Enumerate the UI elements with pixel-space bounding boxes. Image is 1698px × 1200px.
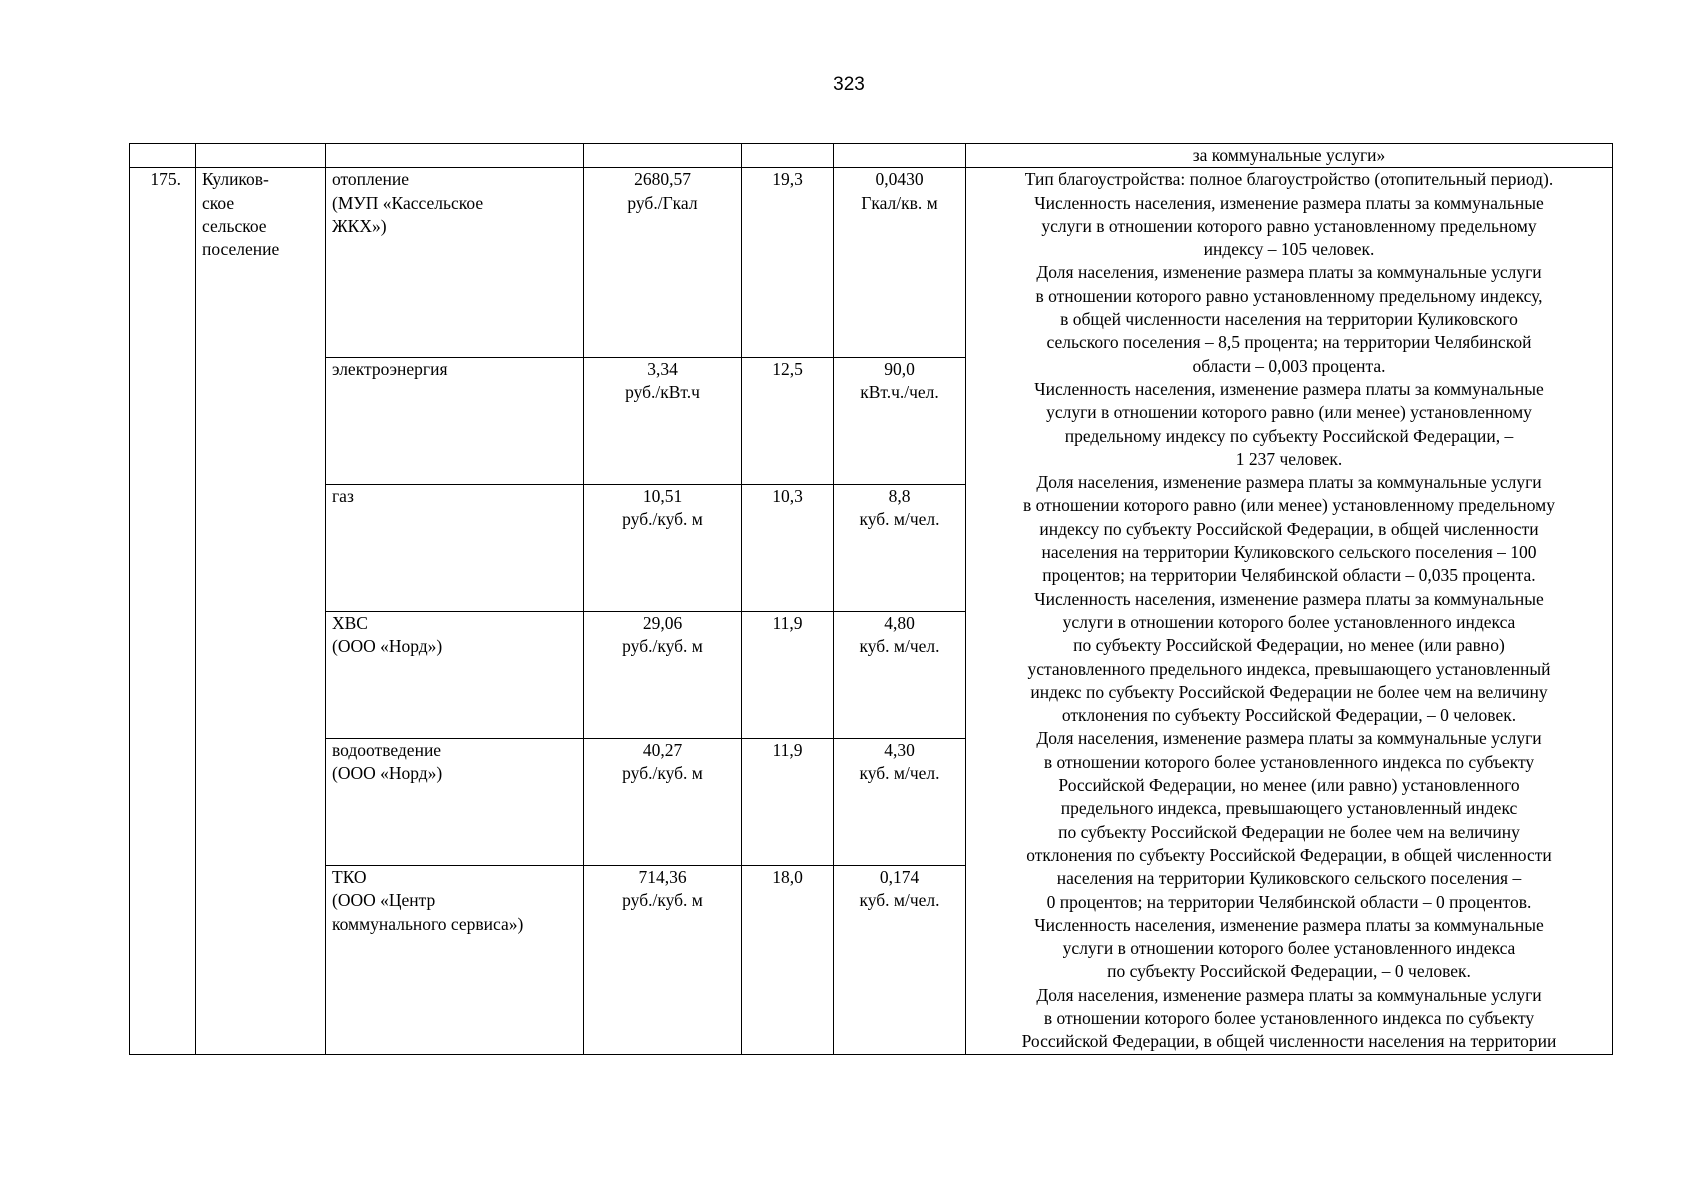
share-value: 19,3 (742, 168, 834, 357)
note-line: Тип благоустройства: полное благоустройство (отопительный период). (1024, 169, 1554, 190)
service-name: ТКО (ООО «Центр коммунального сервиса») (326, 866, 584, 1054)
note-line: предельному индексу по субъекту Российской Федерации, – (1064, 425, 1514, 446)
norm-value: 0,0430 Гкал/кв. м (834, 168, 966, 357)
note-line: отклонения по субъекту Российской Федерации, – 0 человек. (1061, 705, 1517, 726)
service-name: водоотведение (ООО «Норд») (326, 738, 584, 865)
tariff-value: 3,34 руб./кВт.ч (584, 357, 742, 484)
note-line: индекс по субъекту Российской Федерации не более чем на величину (1030, 681, 1548, 702)
service-name: газ (326, 484, 584, 611)
note-line: населения на территории Куликовского сельского поселения – 100 (1041, 542, 1537, 563)
cell-empty (130, 144, 196, 168)
note-line: Численность населения, изменение размера платы за коммунальные (1034, 914, 1544, 935)
cell-empty (742, 1054, 834, 1055)
note-line: по субъекту Российской Федерации, – 0 человек. (1107, 961, 1471, 982)
cell-empty (834, 144, 966, 168)
note-line: в отношении которого более установленного индекса по субъекту (1043, 751, 1535, 772)
tariff-value: 10,51 руб./куб. м (584, 484, 742, 611)
share-value: 11,9 (742, 738, 834, 865)
norm-value: 0,174 куб. м/чел. (834, 866, 966, 1054)
note-line: предельного индекса, превышающего установленный индекс (1060, 798, 1518, 819)
share-value: 10,3 (742, 484, 834, 611)
continuation-row (130, 144, 1613, 168)
cell-empty (326, 144, 584, 168)
note-line: Доля населения, изменение размера платы за коммунальные услуги (1036, 728, 1542, 749)
cell-empty (196, 144, 326, 168)
continuation-text: за коммунальные услуги» (966, 144, 1613, 168)
note-line: Доля населения, изменение размера платы за коммунальные услуги (1036, 472, 1542, 493)
note-line: Доля населения, изменение размера платы за коммунальные услуги (1036, 984, 1542, 1005)
note-line: индексу по субъекту Российской Федерации, в общей численности (1039, 518, 1539, 539)
cell-empty (834, 1054, 966, 1055)
row-number: 175. (130, 168, 196, 1054)
tariff-value: 2680,57 руб./Гкал (584, 168, 742, 357)
note-line: по субъекту Российской Федерации не более чем на величину (1058, 821, 1520, 842)
note-line: отклонения по субъекту Российской Федерации, в общей численности (1026, 844, 1552, 865)
note-line: области – 0,003 процента. (1192, 355, 1386, 376)
note-line: сельского поселения – 8,5 процента; на территории Челябинской (1046, 332, 1532, 353)
note-line: услуги в отношении которого равно установленному предельному (1041, 215, 1537, 236)
tariff-value: 714,36 руб./куб. м (584, 866, 742, 1054)
note-line: в отношении которого равно установленному предельному индексу, (1035, 285, 1543, 306)
note-line: Российской Федерации, но менее (или равно) установленного (1058, 775, 1520, 796)
note-line: услуги в отношении которого равно (или менее) установленному (1046, 402, 1532, 423)
note-line: в общей численности населения на территории Куликовского (1060, 309, 1518, 330)
note-line: 0 процентов; на территории Челябинской области – 0 процентов. (1046, 891, 1532, 912)
note-line: в отношении которого равно (или менее) установленному предельному (1023, 495, 1555, 516)
service-name: электроэнергия (326, 357, 584, 484)
note-line: Численность населения, изменение размера платы за коммунальные (1034, 378, 1544, 399)
tariff-table (129, 143, 1613, 1055)
page-number: 323 (833, 74, 865, 95)
norm-value: 90,0 кВт.ч./чел. (834, 357, 966, 484)
note-line: Численность населения, изменение размера платы за коммунальные (1034, 588, 1544, 609)
note-line: установленного предельного индекса, превышающего установленный (1027, 658, 1551, 679)
share-value: 18,0 (742, 866, 834, 1054)
cell-empty (742, 144, 834, 168)
note-line: услуги в отношении которого более установленного индекса (1062, 938, 1516, 959)
note-line: в отношении которого более установленного индекса по субъекту (1043, 1007, 1535, 1028)
tariff-value: 29,06 руб./куб. м (584, 611, 742, 738)
service-name: отопление (МУП «Кассельское ЖКХ») (326, 168, 584, 357)
cell-empty (584, 1054, 742, 1055)
share-value: 12,5 (742, 357, 834, 484)
norm-value: 8,8 куб. м/чел. (834, 484, 966, 611)
norm-value: 4,30 куб. м/чел. (834, 738, 966, 865)
tariff-value: 40,27 руб./куб. м (584, 738, 742, 865)
share-value: 11,9 (742, 611, 834, 738)
cell-empty (326, 1054, 584, 1055)
note-line: процентов; на территории Челябинской области – 0,035 процента. (1042, 565, 1536, 586)
note-line: населения на территории Куликовского сельского поселения – (1056, 868, 1522, 889)
service-name: ХВС (ООО «Норд») (326, 611, 584, 738)
municipality-name: Куликов- ское сельское поселение (196, 168, 326, 1054)
table-row (130, 168, 1613, 357)
note-line: 1 237 человек. (1235, 448, 1343, 469)
note-line: Российской Федерации, в общей численности населения на территории (1021, 1031, 1557, 1052)
notes-cell (966, 168, 1613, 1054)
note-line: по субъекту Российской Федерации, но менее (или равно) (1073, 635, 1505, 656)
norm-value: 4,80 куб. м/чел. (834, 611, 966, 738)
note-line: индексу – 105 человек. (1203, 239, 1375, 260)
note-line: Численность населения, изменение размера платы за коммунальные (1034, 192, 1544, 213)
cell-empty (584, 144, 742, 168)
note-line: Доля населения, изменение размера платы за коммунальные услуги (1036, 262, 1542, 283)
note-line: услуги в отношении которого более установленного индекса (1062, 611, 1516, 632)
